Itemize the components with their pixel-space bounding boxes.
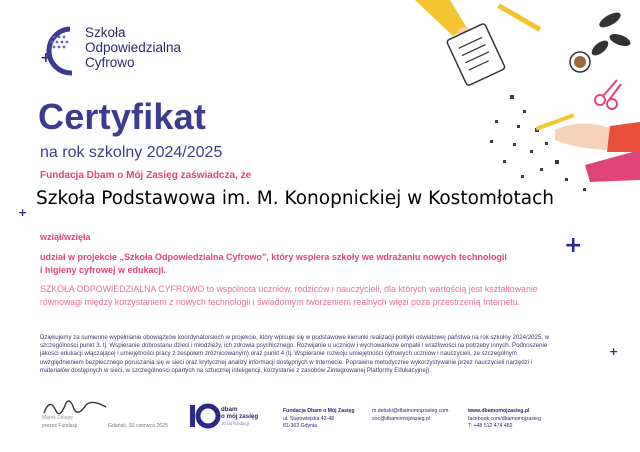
foundation-statement: Fundacja Dbam o Mój Zasięg zaświadcza, że: [40, 170, 252, 181]
facebook-link[interactable]: facebook.com/dbamomojzasieg: [468, 415, 541, 422]
school-logo: [40, 25, 240, 80]
place-date: Gdańsk, 30 czerwca 2025: [108, 423, 168, 429]
phone-number: T: +48 512 474 482: [468, 423, 513, 429]
email-link-1[interactable]: m.debski@dbamomojzasieg.com: [372, 408, 449, 414]
plus-icon: +: [564, 233, 583, 258]
contact-block: [468, 408, 541, 431]
address-block: [283, 408, 354, 431]
foundation-logo-text: dbam o mój zasięg: [221, 406, 259, 420]
certificate-title: Certyfikat: [38, 96, 207, 137]
svg-text:+: +: [40, 50, 52, 66]
school-name: Szkoła Podstawowa im. M. Konopnickiej w Kostomłotach: [36, 188, 554, 209]
logo-line-3: Cyfrowo: [85, 55, 135, 70]
address-city: 81-363 Gdynia: [283, 423, 318, 429]
certificate-subtitle: na rok szkolny 2024/2025: [40, 144, 223, 161]
logo-line-1: Szkoła: [85, 25, 126, 40]
address-name: Fundacja Dbam o Mój Zasięg: [283, 408, 355, 414]
logo-line-2: Odpowiedzialna: [85, 40, 182, 55]
plus-icon: +: [609, 345, 619, 358]
email-link-2[interactable]: soc@dbamomojzasieg.pl: [372, 415, 431, 422]
logo-arc-icon: [40, 25, 84, 77]
program-description: SZKOŁA ODPOWIEDZIALNA CYFROWO to wspólnota uczniów, rodziców i nauczycieli, dla których wartością jest kształtowanie równowagi między korzystaniem z nowych technologii i świadomym tworzeniem realnych więzi poza przestrzenią Internetu.: [40, 284, 538, 307]
signer-name: Marek Dzięgę: [42, 415, 73, 421]
plus-icon: +: [18, 206, 28, 219]
hands-illustration-icon: [395, 0, 640, 205]
email-block: [372, 408, 448, 423]
logo-text: [85, 25, 181, 70]
footer: [0, 395, 640, 452]
acknowledgement-text: Dziękujemy za sumienne wypełnianie obowiązków koordynatorskich w projekcie, który wpisuje się w podstawowe kierunki realizacji polityki oświatowej państwa na rok szkolny 2024/2025, w szczególności punkt 3. tj. Wspieranie dobrostanu dzieci i młodzieży, ich zdrowia psychicznego. Rozwijanie u uczniów i wychowankow empatii i wrażliwości na potrzeby innych. Podnoszenie jakości edukacji włączającej i umiejętności pracy z zespołem zróżnicowanym) oraz punkt 4 (tj. Wspieranie rozwoju umiejętności cyfrowych uczniów i nauczycieli, ze szczególnym uwzględnieniem bezpiecznego poruszania się w sieci oraz krytycznej analizy informacji dostępnych w Internecie. Poprawne metodycznie wykorzystywanie przez nauczycieli narzędzi i materiałów dostępnych w sieci, w szczególności opartych na sztucznej inteligencji, korzystanie z zasobów Zintegrowanej Platformy Edukacyjnej).: [40, 334, 550, 374]
took-part-label: wziął/wzięła: [40, 232, 91, 242]
signer-role: prezes Fundacji: [42, 423, 78, 429]
website-link[interactable]: www.dbamomojzasieg.pl: [468, 408, 530, 414]
foundation-logo-sub: 10 lat fundacji: [221, 421, 249, 426]
address-street: ul. Starowiejska 42-48: [283, 415, 335, 422]
participation-text: udział w projekcie „Szkoła Odpowiedzialna Cyfrowo", który wspiera szkoły we wdrażaniu nowych technologii i higieny cyfrowej w edukacji.: [40, 252, 507, 275]
